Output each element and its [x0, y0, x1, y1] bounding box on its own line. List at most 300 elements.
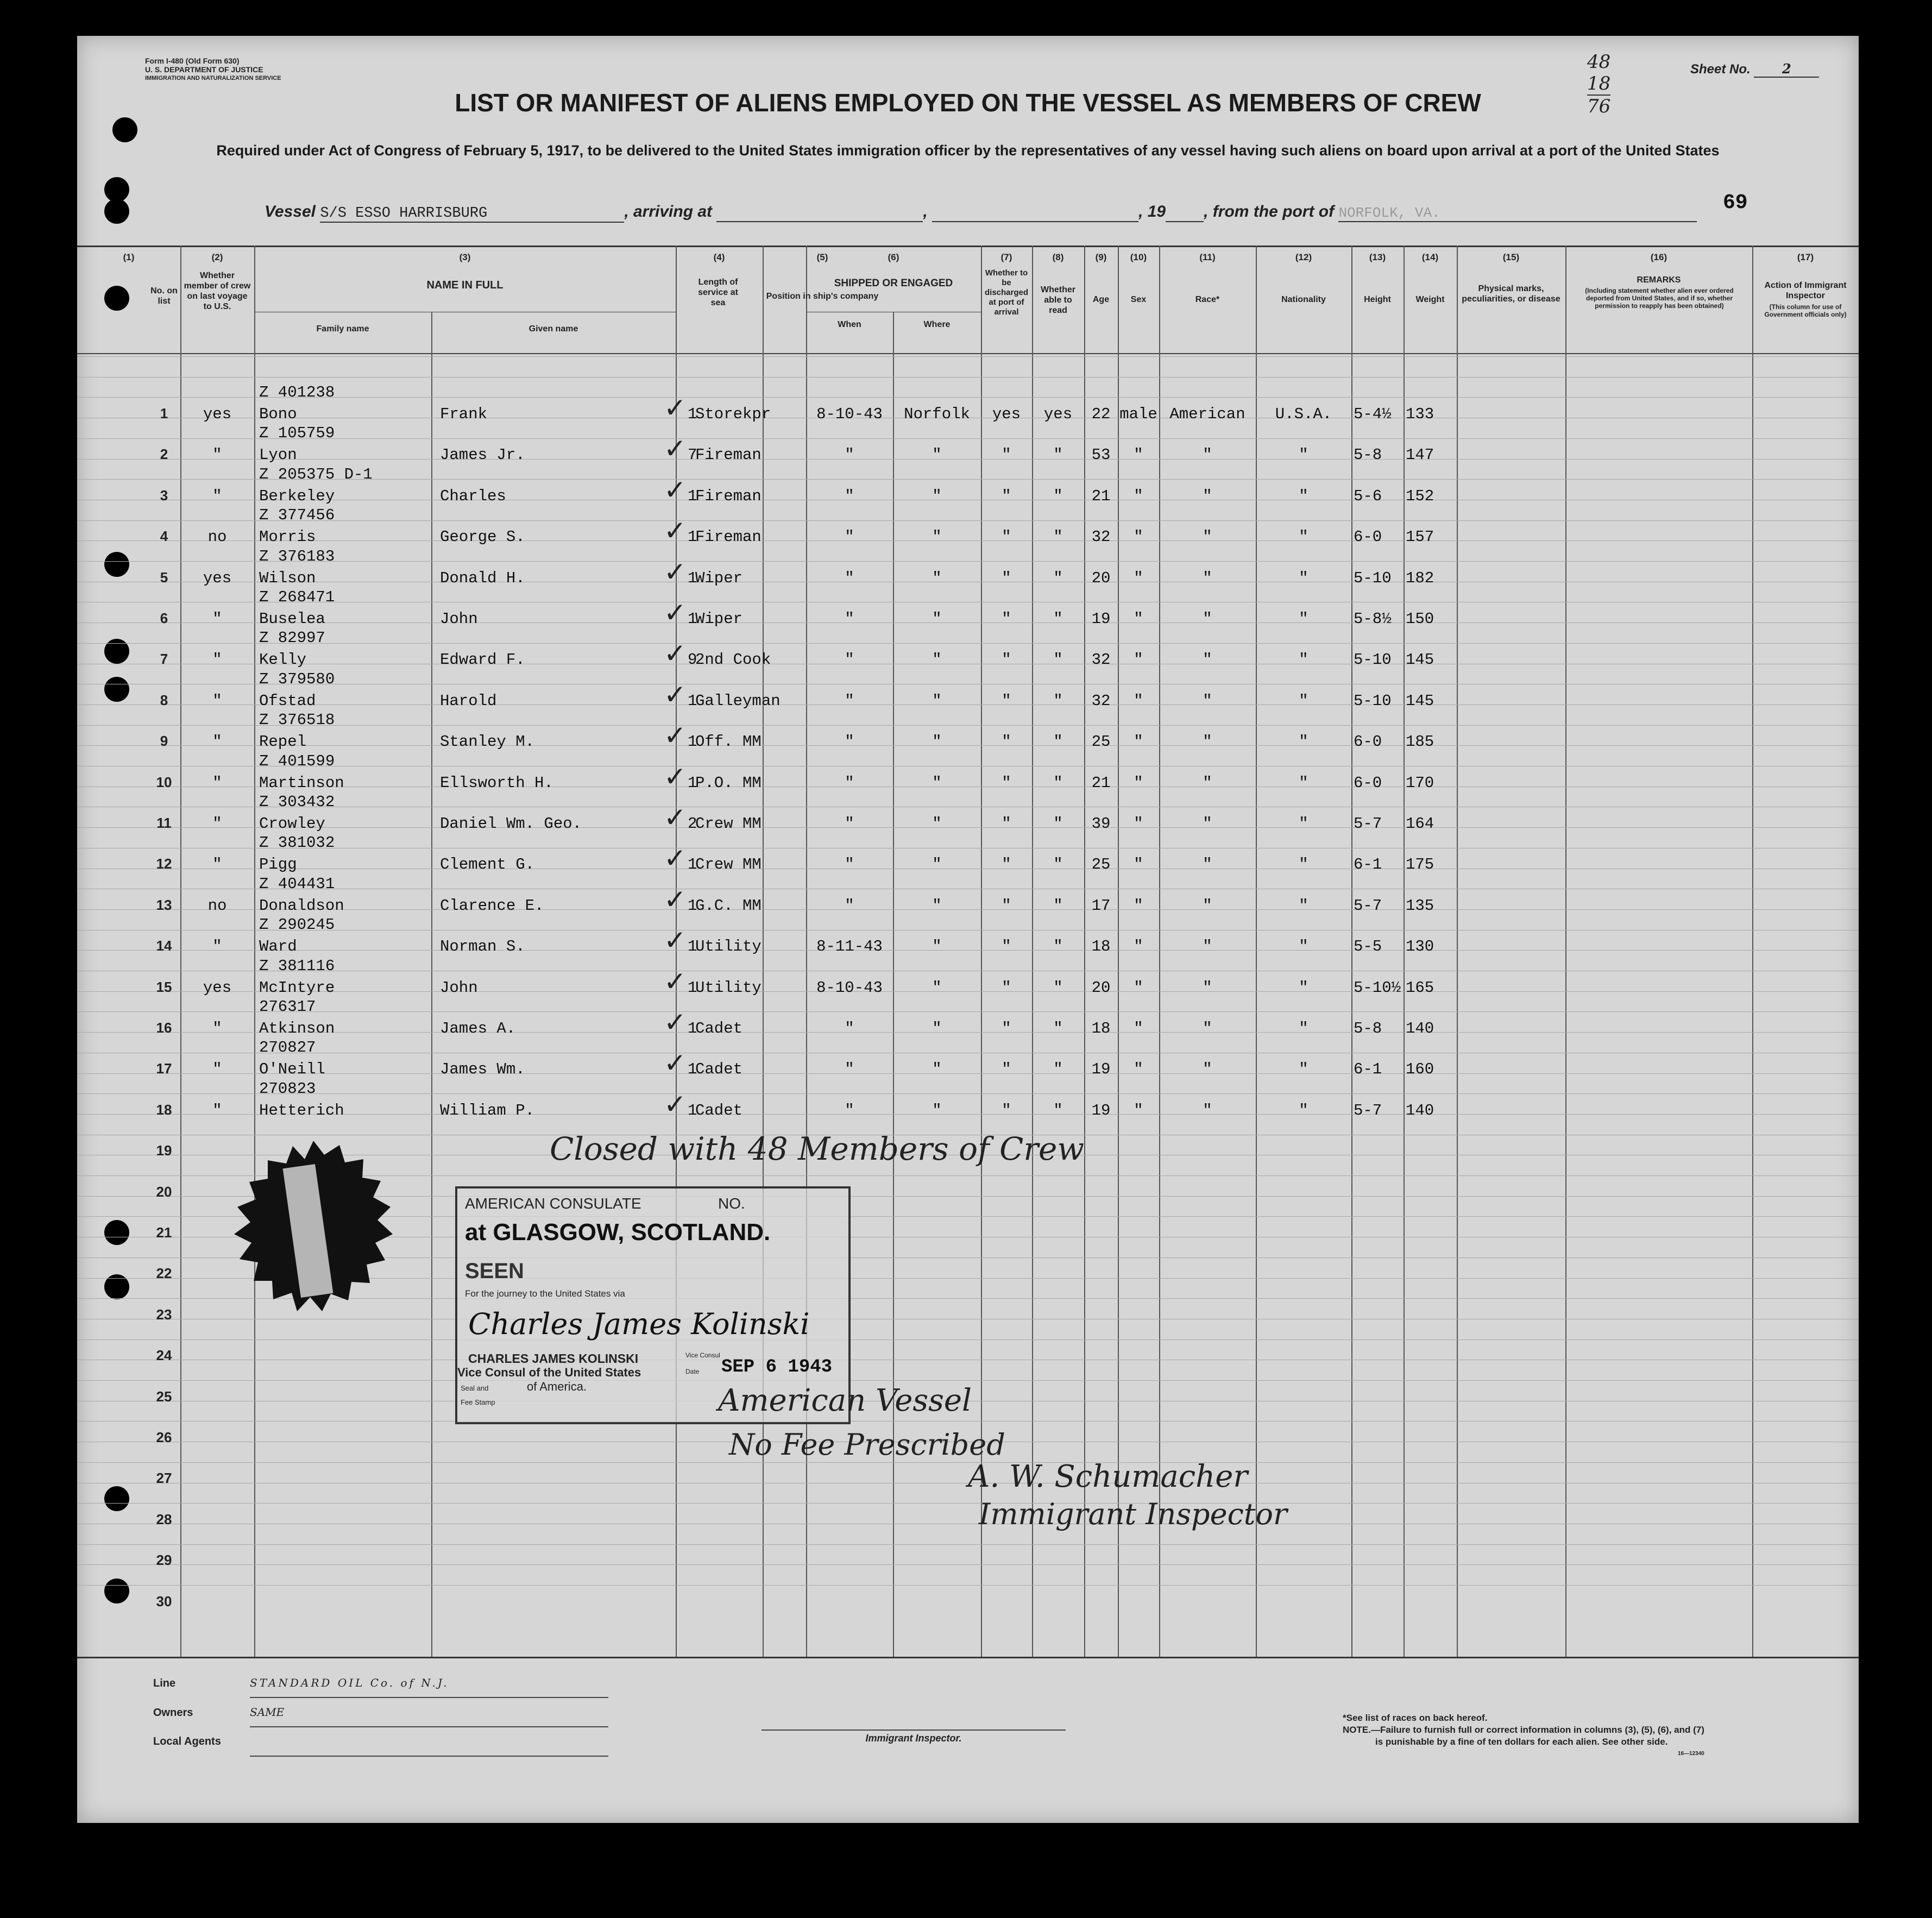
discharge-cell: ": [1002, 938, 1011, 956]
service-length-cell: 1: [688, 856, 697, 874]
weight-cell: 140: [1406, 1101, 1434, 1120]
col-6-where-header: Where: [923, 320, 951, 329]
punch-hole: [112, 117, 137, 142]
z-number-cell: Z 82997: [259, 629, 325, 647]
position-cell: Galleyman: [695, 691, 781, 710]
height-cell: 5-8: [1354, 1020, 1382, 1037]
shipped-when-cell: ": [845, 896, 854, 915]
row-number: 21: [156, 1224, 172, 1241]
ruled-line: [77, 1421, 1859, 1422]
stamp-consul-name: CHARLES JAMES KOLINSKI: [468, 1351, 639, 1366]
position-cell: Fireman: [695, 487, 762, 505]
race-cell: ": [1203, 446, 1212, 464]
shipped-where-cell: Norfolk: [904, 405, 970, 423]
shipped-where-cell: ": [932, 569, 942, 587]
form-title: LIST OR MANIFEST OF ALIENS EMPLOYED ON THE VESSEL AS MEMBERS OF CREW: [455, 89, 1481, 117]
sex-cell: ": [1134, 487, 1143, 505]
col-13-number: (13): [1369, 252, 1386, 262]
row-number: 26: [156, 1429, 172, 1445]
given-name-cell: Clarence E.: [440, 896, 544, 915]
prior-voyage-cell: no: [207, 528, 227, 546]
position-cell: 2nd Cook: [695, 651, 771, 669]
ruled-line: [77, 356, 1859, 357]
ruled-line: [77, 397, 1859, 398]
service-length-cell: 1: [688, 528, 697, 546]
col-16-header: REMARKS: [1637, 275, 1681, 285]
punch-hole: [104, 286, 129, 311]
punch-hole: [104, 677, 129, 702]
department: U. S. DEPARTMENT OF JUSTICE: [145, 65, 263, 74]
sex-cell: ": [1134, 856, 1143, 874]
discharge-cell: ": [1002, 815, 1011, 833]
discharge-cell: ": [1002, 487, 1011, 505]
prior-voyage-cell: yes: [203, 569, 232, 587]
able-to-read-cell: ": [1053, 815, 1063, 833]
form-subtitle: Required under Act of Congress of February 5, 1917, to be delivered to the United States immigration officer by the representatives of any vessel having such aliens on board upon arrival at a port of the United States: [216, 142, 1720, 159]
discharge-cell: ": [1002, 528, 1011, 546]
discharge-cell: ": [1002, 1101, 1011, 1120]
column-rule: [431, 312, 432, 1657]
check-mark: ✓: [664, 883, 687, 915]
nationality-cell: ": [1299, 774, 1308, 792]
shipped-where-cell: ": [932, 1101, 942, 1120]
col-17-header: Action of Immigrant Inspector: [1764, 281, 1847, 300]
arriving-label: arriving at: [633, 203, 713, 221]
sex-cell: ": [1134, 896, 1143, 915]
row-number: 9: [160, 733, 168, 750]
position-cell: Crew MM: [695, 815, 762, 833]
age-cell: 22: [1091, 405, 1111, 423]
sex-cell: ": [1134, 569, 1143, 587]
nationality-cell: ": [1299, 978, 1308, 997]
weight-cell: 164: [1406, 815, 1434, 833]
owners-label: Owners: [153, 1707, 193, 1719]
col-10-header: Sex: [1130, 295, 1147, 304]
position-cell: Off. MM: [695, 733, 762, 751]
col-17-number: (17): [1797, 252, 1814, 262]
given-name-cell: George S.: [440, 528, 525, 546]
shipped-when-cell: 8-10-43: [816, 405, 883, 423]
prior-voyage-cell: ": [212, 1020, 222, 1037]
inspector-signature: A. W. Schumacher: [968, 1459, 1248, 1494]
weight-cell: 140: [1406, 1020, 1434, 1037]
able-to-read-cell: ": [1053, 774, 1063, 792]
height-cell: 6-0: [1354, 528, 1382, 546]
sex-cell: ": [1134, 938, 1143, 956]
page-mark: 69: [1723, 191, 1748, 215]
nationality-cell: U.S.A.: [1275, 405, 1332, 423]
row-number: 16: [156, 1020, 172, 1036]
discharge-cell: ": [1002, 651, 1011, 669]
z-number-cell: Z 401599: [259, 752, 335, 770]
height-cell: 5-10: [1354, 691, 1392, 710]
col-6-number: (6): [888, 252, 899, 262]
race-cell: ": [1203, 610, 1212, 628]
row-number: 30: [156, 1593, 172, 1609]
z-number-cell: Z 381032: [259, 834, 335, 852]
height-cell: 5-5: [1354, 938, 1382, 956]
col-11-header: Race*: [1195, 295, 1220, 304]
shipped-when-cell: ": [845, 1020, 854, 1037]
col-3-number: (3): [459, 252, 471, 262]
shipped-where-cell: ": [932, 610, 942, 628]
check-mark: ✓: [664, 392, 687, 424]
ruled-line: [77, 520, 1859, 521]
nationality-cell: ": [1299, 446, 1308, 464]
stamp-location: at GLASGOW, SCOTLAND.: [465, 1219, 771, 1246]
prior-voyage-cell: ": [212, 487, 222, 505]
col-14-number: (14): [1421, 252, 1439, 262]
col-15-number: (15): [1502, 252, 1520, 262]
given-name-cell: Donald H.: [440, 569, 525, 587]
given-name-cell: Edward F.: [440, 651, 525, 669]
race-cell: ": [1203, 774, 1212, 792]
service-length-cell: 1: [688, 1060, 697, 1079]
z-number-cell: Z 105759: [259, 424, 335, 443]
col-9-number: (9): [1095, 252, 1107, 262]
discharge-cell: yes: [992, 405, 1021, 423]
row-number: 22: [156, 1265, 172, 1282]
given-name-cell: James A.: [440, 1020, 516, 1037]
col-8-header: Whether able to read: [1041, 285, 1075, 315]
age-cell: 21: [1091, 774, 1111, 792]
stamp-consul-title-2: of America.: [527, 1380, 587, 1393]
weight-cell: 135: [1406, 896, 1434, 915]
row-number: 27: [156, 1470, 172, 1487]
col-16-number: (16): [1650, 252, 1667, 262]
print-code: 16—12340: [1677, 1751, 1704, 1757]
position-cell: Utility: [695, 978, 762, 997]
row-number: 3: [160, 487, 168, 504]
family-name-cell: Lyon: [259, 446, 297, 464]
stamp-date: SEP 6 1943: [721, 1357, 833, 1378]
age-cell: 25: [1091, 856, 1111, 874]
race-cell: ": [1203, 651, 1212, 669]
nationality-cell: ": [1299, 1060, 1308, 1079]
vessel-name: S/S ESSO HARRISBURG: [320, 205, 624, 223]
able-to-read-cell: ": [1053, 856, 1063, 874]
row-number: 24: [156, 1347, 172, 1364]
position-cell: Utility: [695, 938, 762, 956]
family-name-cell: Bono: [259, 405, 297, 423]
race-cell: ": [1203, 978, 1212, 997]
ruled-line: [77, 1093, 1859, 1094]
able-to-read-cell: ": [1053, 978, 1063, 997]
ruled-line: [77, 1503, 1859, 1504]
shipped-where-cell: ": [932, 896, 942, 915]
check-mark: ✓: [664, 760, 687, 793]
check-mark: ✓: [664, 965, 687, 997]
service-length-cell: 1: [688, 691, 697, 710]
inspector-title-handwritten: Immigrant Inspector: [979, 1497, 1287, 1531]
check-mark: ✓: [664, 433, 687, 465]
column-rule: [1457, 246, 1458, 1657]
col-6-header: SHIPPED OR ENGAGED: [834, 278, 953, 289]
col-4-number: (4): [713, 252, 725, 262]
shipped-where-cell: ": [932, 856, 942, 874]
given-name-cell: James Jr.: [440, 446, 525, 464]
row-number: 17: [156, 1060, 172, 1077]
discharge-cell: ": [1002, 446, 1011, 464]
family-name-cell: Buselea: [259, 610, 325, 628]
nationality-cell: ": [1299, 938, 1308, 956]
punch-hole: [104, 1220, 129, 1245]
col-2-number: (2): [211, 252, 223, 262]
age-cell: 25: [1091, 733, 1111, 751]
check-mark: ✓: [664, 1088, 687, 1120]
family-name-cell: Ofstad: [259, 691, 316, 710]
service-length-cell: 1: [688, 733, 697, 751]
col-12-header: Nationality: [1281, 295, 1326, 304]
owners-value: SAME: [250, 1698, 608, 1727]
service-length-cell: 1: [688, 1101, 697, 1120]
row-number: 7: [160, 651, 168, 668]
height-cell: 5-4½: [1354, 405, 1392, 423]
family-name-cell: Berkeley: [259, 487, 335, 505]
given-name-cell: Harold: [440, 691, 497, 710]
shipped-where-cell: ": [932, 487, 942, 505]
able-to-read-cell: ": [1053, 1020, 1063, 1037]
shipped-where-cell: ": [932, 651, 942, 669]
corner-note: 76: [1587, 96, 1611, 117]
ruled-line: [77, 1564, 1859, 1565]
age-cell: 32: [1091, 691, 1111, 710]
position-cell: Cadet: [695, 1101, 743, 1120]
col-10-number: (10): [1130, 252, 1147, 262]
height-cell: 5-6: [1354, 487, 1382, 505]
american-vessel-note: American Vessel: [718, 1383, 972, 1418]
from-port: NORFOLK, VA.: [1338, 205, 1697, 222]
service-length-cell: 7: [688, 446, 697, 464]
position-cell: Fireman: [695, 446, 762, 464]
family-name-cell: Kelly: [259, 651, 307, 669]
row-number: 13: [156, 896, 172, 913]
prior-voyage-cell: ": [212, 1060, 222, 1079]
able-to-read-cell: yes: [1043, 405, 1073, 423]
shipped-where-cell: ": [932, 528, 942, 546]
z-number-cell: Z 376518: [259, 711, 335, 730]
corner-note: 48: [1587, 51, 1611, 73]
service-length-cell: 1: [688, 405, 697, 423]
able-to-read-cell: ": [1053, 651, 1063, 669]
weight-cell: 130: [1406, 938, 1434, 956]
check-mark: ✓: [664, 556, 687, 588]
weight-cell: 152: [1406, 487, 1434, 505]
weight-cell: 182: [1406, 569, 1434, 587]
race-cell: ": [1203, 487, 1212, 505]
given-name-cell: John: [440, 978, 478, 997]
position-cell: Cadet: [695, 1020, 743, 1037]
able-to-read-cell: ": [1053, 896, 1063, 915]
weight-cell: 160: [1406, 1060, 1434, 1079]
shipped-when-cell: ": [845, 774, 854, 792]
row-number: 11: [156, 815, 172, 831]
given-name-cell: James Wm.: [440, 1060, 525, 1079]
given-name-cell: Daniel Wm. Geo.: [440, 815, 582, 833]
race-cell: ": [1203, 569, 1212, 587]
weight-cell: 157: [1406, 528, 1434, 546]
height-cell: 5-7: [1354, 896, 1382, 915]
age-cell: 53: [1091, 446, 1111, 464]
height-cell: 6-1: [1354, 856, 1382, 874]
nationality-cell: ": [1299, 691, 1308, 710]
punch-hole: [104, 1486, 129, 1511]
col-13-header: Height: [1364, 295, 1391, 304]
weight-cell: 175: [1406, 856, 1434, 874]
discharge-cell: ": [1002, 733, 1011, 751]
age-cell: 18: [1091, 1020, 1111, 1037]
row-number: 18: [156, 1101, 172, 1118]
weight-cell: 145: [1406, 691, 1434, 710]
col-16-subheader: (Including statement whether alien ever ordered deported from United States, and if so, whether permission to reapply has been obtained): [1585, 287, 1734, 310]
shipped-where-cell: ": [932, 938, 942, 956]
ruled-line: [77, 1544, 1859, 1545]
weight-cell: 147: [1406, 446, 1434, 464]
service-length-cell: 2: [688, 815, 697, 833]
discharge-cell: ": [1002, 569, 1011, 587]
nationality-cell: ": [1299, 610, 1308, 628]
ruled-line: [77, 561, 1859, 562]
z-number-cell: Z 377456: [259, 506, 335, 525]
service-length-cell: 1: [688, 774, 697, 792]
position-cell: Wiper: [695, 610, 743, 628]
nationality-cell: ": [1299, 856, 1308, 874]
sex-cell: ": [1134, 733, 1143, 751]
family-name-cell: Martinson: [259, 774, 344, 792]
height-cell: 6-0: [1354, 774, 1382, 792]
weight-cell: 185: [1406, 733, 1434, 751]
z-number-cell: 270823: [259, 1079, 316, 1098]
position-cell: Crew MM: [695, 856, 762, 874]
shipped-when-cell: ": [845, 528, 854, 546]
sex-cell: ": [1134, 815, 1143, 833]
shipped-where-cell: ": [932, 1060, 942, 1079]
row-number: 12: [156, 856, 172, 872]
service-length-cell: 1: [688, 1020, 697, 1037]
row-number: 23: [156, 1306, 172, 1323]
row-number: 5: [160, 569, 168, 586]
nationality-cell: ": [1299, 487, 1308, 505]
check-mark: ✓: [664, 1007, 687, 1038]
row-number: 20: [156, 1183, 172, 1200]
sheet-number: 2: [1754, 61, 1819, 78]
ruled-line: [77, 1011, 1859, 1012]
col-5-header: Position in ship's company: [766, 292, 879, 301]
nationality-cell: ": [1299, 528, 1308, 546]
family-name-cell: Ward: [259, 938, 297, 956]
penalty-note: NOTE.—Failure to furnish full or correct information in columns (3), (5), (6), and (7): [1343, 1725, 1704, 1735]
col-4-header: Length of service at sea: [698, 278, 738, 307]
family-name-cell: Atkinson: [259, 1020, 335, 1037]
z-number-cell: Z 303432: [259, 793, 335, 811]
prior-voyage-cell: yes: [203, 405, 232, 423]
sex-cell: ": [1134, 1060, 1143, 1079]
shipped-where-cell: ": [932, 733, 942, 751]
stamp-consul-title: Vice Consul of the United States: [457, 1366, 641, 1379]
row-number: 25: [156, 1388, 172, 1405]
discharge-cell: ": [1002, 691, 1011, 710]
shipped-when-cell: ": [845, 446, 854, 464]
col-8-number: (8): [1052, 252, 1064, 262]
punch-hole: [104, 1579, 129, 1603]
able-to-read-cell: ": [1053, 691, 1063, 710]
service: IMMIGRATION AND NATURALIZATION SERVICE: [145, 75, 281, 81]
prior-voyage-cell: yes: [203, 978, 232, 997]
col-6-when-header: When: [838, 320, 861, 329]
z-number-cell: Z 290245: [259, 916, 335, 934]
shipped-where-cell: ": [932, 978, 942, 997]
race-cell: ": [1203, 1020, 1212, 1037]
able-to-read-cell: ": [1053, 610, 1063, 628]
ruled-line: [77, 643, 1859, 644]
shipped-when-cell: ": [845, 569, 854, 587]
penalty-note-2: is punishable by a fine of ten dollars for each alien. See other side.: [1375, 1737, 1668, 1747]
col-3-given-header: Given name: [528, 324, 578, 334]
prior-voyage-cell: ": [212, 610, 222, 628]
z-number-cell: 276317: [259, 998, 316, 1016]
discharge-cell: ": [1002, 978, 1011, 997]
row-number: 2: [160, 446, 168, 463]
immigrant-inspector-label: Immigrant Inspector.: [865, 1733, 962, 1744]
col-3-header: NAME IN FULL: [426, 279, 504, 291]
race-cell: ": [1203, 856, 1212, 874]
height-cell: 5-7: [1354, 815, 1382, 833]
age-cell: 21: [1091, 487, 1111, 505]
check-mark: ✓: [664, 1047, 687, 1079]
able-to-read-cell: ": [1053, 487, 1063, 505]
col-1-number: (1): [123, 252, 135, 262]
nationality-cell: ": [1299, 569, 1308, 587]
prior-voyage-cell: ": [212, 774, 222, 792]
given-name-cell: Ellsworth H.: [440, 774, 553, 792]
weight-cell: 170: [1406, 774, 1434, 792]
height-cell: 5-10½: [1354, 978, 1401, 997]
discharge-cell: ": [1002, 1060, 1011, 1079]
stamp-no-label: NO.: [718, 1195, 745, 1212]
height-cell: 5-10: [1354, 651, 1392, 669]
punch-hole: [104, 199, 129, 224]
age-cell: 32: [1091, 651, 1111, 669]
corner-note: 18: [1587, 73, 1611, 95]
z-number-cell: Z 381116: [259, 957, 335, 975]
prior-voyage-cell: ": [212, 651, 222, 669]
closed-note: Closed with 48 Members of Crew: [550, 1130, 1085, 1167]
prior-voyage-cell: ": [212, 691, 222, 710]
col-3-family-header: Family name: [316, 324, 369, 334]
col-7-header: Whether to be discharged at port of arrival: [984, 268, 1029, 317]
sex-cell: ": [1134, 1101, 1143, 1120]
check-mark: ✓: [664, 925, 687, 957]
line-label: Line: [153, 1677, 176, 1689]
nationality-cell: ": [1299, 1101, 1308, 1120]
races-note: *See list of races on back hereof.: [1343, 1713, 1488, 1723]
nationality-cell: ": [1299, 733, 1308, 751]
age-cell: 32: [1091, 528, 1111, 546]
nationality-cell: ": [1299, 815, 1308, 833]
row-number: 8: [160, 691, 168, 708]
z-number-cell: Z 404431: [259, 875, 335, 893]
family-name-cell: Crowley: [259, 815, 325, 833]
col-17-subheader: (This column for use of Government officials only): [1764, 303, 1847, 318]
shipped-when-cell: ": [845, 1060, 854, 1079]
age-cell: 39: [1091, 815, 1111, 833]
prior-voyage-cell: ": [212, 856, 222, 874]
race-cell: ": [1203, 938, 1212, 956]
prior-voyage-cell: ": [212, 815, 222, 833]
prior-voyage-cell: ": [212, 733, 222, 751]
row-number: 19: [156, 1142, 172, 1159]
weight-cell: 133: [1406, 405, 1434, 423]
